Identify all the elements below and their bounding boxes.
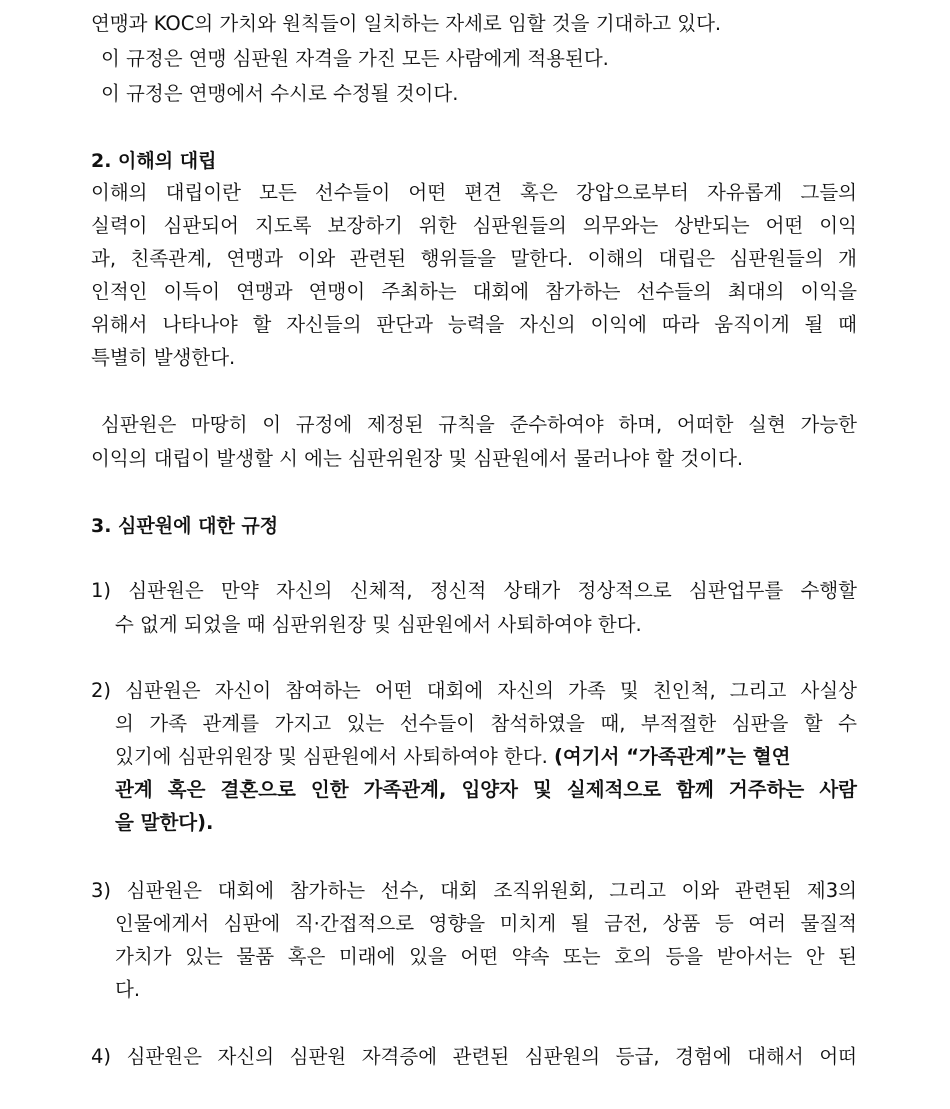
section-2-para1-line: 과, 친족관계, 연맹과 이와 관련된 행위들을 말한다. 이해의 대립은 심판원들의 개	[91, 247, 857, 270]
item-2-line3-bold: (여기서 “가족관계”는 혈연	[553, 745, 791, 768]
section-2-para2-line: 이익의 대립이 발생할 시 에는 심판위원장 및 심판원에서 물러나야 할 것이다.	[91, 447, 744, 470]
section-3-item-2-bold-line: 을 말한다).	[115, 811, 214, 834]
section-3-item-2-bold-line: 관계 혹은 결혼으로 인한 가족관계, 입양자 및 실제적으로 함께 거주하는 사람	[115, 778, 857, 801]
section-3-item-2-line	[115, 744, 790, 770]
intro-line-2: 이 규정은 연맹 심판원 자격을 가진 모든 사람에게 적용된다.	[101, 47, 609, 70]
section-2-para1-line: 인적인 이득이 연맹과 연맹이 주최하는 대회에 참가하는 선수들의 최대의 이익을	[91, 280, 857, 303]
section-2-heading: 2. 이해의 대립	[91, 150, 217, 172]
section-3-item-2-line: 2) 심판원은 자신이 참여하는 어떤 대회에 자신의 가족 및 친인척, 그리고 사실상	[91, 679, 857, 702]
section-2-para1-line: 이해의 대립이란 모든 선수들이 어떤 편견 혹은 강압으로부터 자유롭게 그들의	[91, 181, 857, 204]
section-3-item-2-line: 의 가족 관계를 가지고 있는 선수들이 참석하였을 때, 부적절한 심판을 할 수	[115, 712, 857, 735]
section-3-item-1-line: 수 없게 되었을 때 심판위원장 및 심판원에서 사퇴하여야 한다.	[115, 613, 642, 636]
section-3-item-3-line: 가치가 있는 물품 혹은 미래에 있을 어떤 약속 또는 호의 등을 받아서는 안 된	[115, 945, 857, 968]
item-2-line3-normal: 있기에 심판위원장 및 심판원에서 사퇴하여야 한다.	[115, 745, 548, 768]
section-3-heading: 3. 심판원에 대한 규정	[91, 515, 279, 537]
section-3-item-3-line: 인물에게서 심판에 직·간접적으로 영향을 미치게 될 금전, 상품 등 여러 물질적	[115, 912, 857, 935]
section-2-para2-line: 심판원은 마땅히 이 규정에 제정된 규칙을 준수하여야 하며, 어떠한 실현 가능한	[101, 413, 857, 436]
section-2-para1-line: 위해서 나타나야 할 자신들의 판단과 능력을 자신의 이익에 따라 움직이게 될 때	[91, 313, 857, 336]
section-2-para1-line: 실력이 심판되어 지도록 보장하기 위한 심판원들의 의무와는 상반되는 어떤 이익	[91, 214, 857, 237]
section-3-item-1-line: 1) 심판원은 만약 자신의 신체적, 정신적 상태가 정상적으로 심판업무를 수행할	[91, 579, 857, 602]
intro-line-1: 연맹과 KOC의 가치와 원칙들이 일치하는 자세로 임할 것을 기대하고 있다.	[91, 12, 722, 35]
section-2-para1-line: 특별히 발생한다.	[91, 346, 236, 369]
section-3-item-3-line: 3) 심판원은 대회에 참가하는 선수, 대회 조직위원회, 그리고 이와 관련된 제3의	[91, 879, 857, 902]
intro-line-3: 이 규정은 연맹에서 수시로 수정될 것이다.	[101, 82, 459, 105]
section-3-item-3-line: 다.	[115, 978, 141, 1001]
section-3-item-4-line: 4) 심판원은 자신의 심판원 자격증에 관련된 심판원의 등급, 경험에 대해서 어떠	[91, 1045, 857, 1068]
